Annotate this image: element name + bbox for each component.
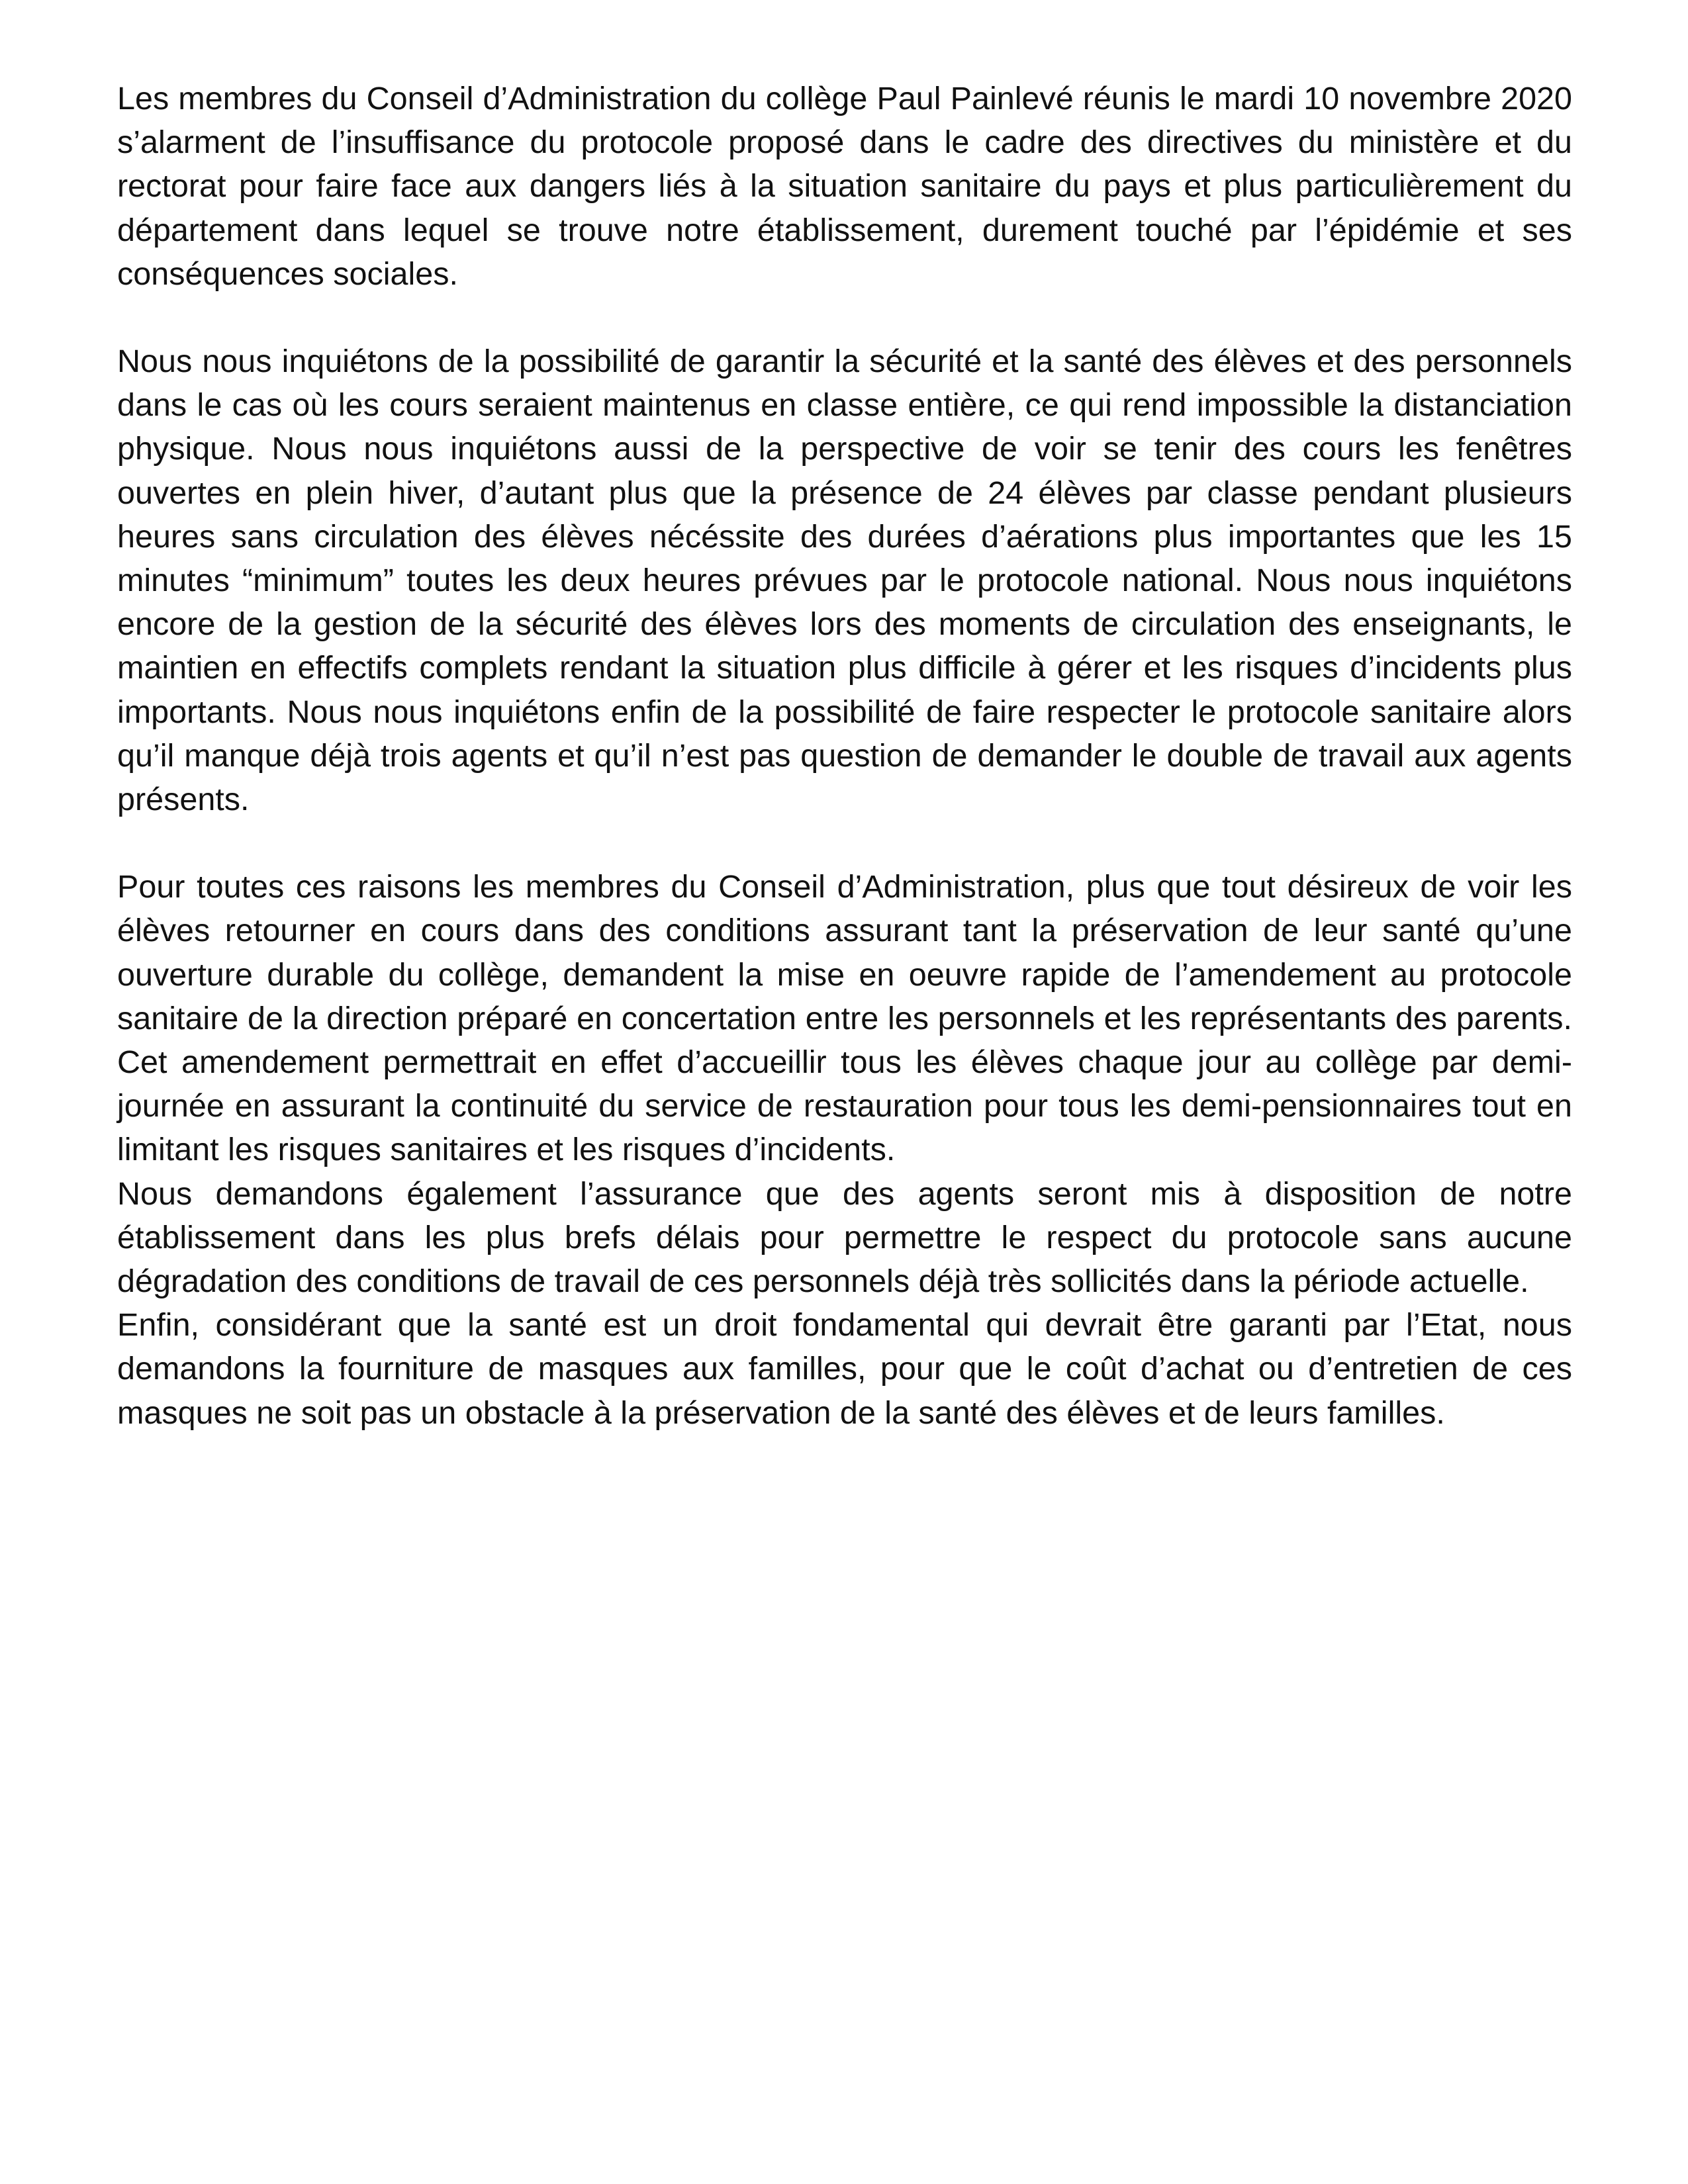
paragraph-agents: Nous demandons également l’assurance que des agents seront mis à disposition de notre établissement dans les plus brefs délais pour permettre le respect du protocole sans aucune dégradation des conditions de travail de ces personnels déjà très sollicités dans la période actuelle. xyxy=(117,1175,1572,1300)
paragraph-masks: Enfin, considérant que la santé est un droit fondamental qui devrait être garanti par l’Etat, nous demandons la fourniture de masques aux familles, pour que le coût d’achat ou d’entretien de ces masques ne soit pas un obstacle à la préservation de la santé des élèves et de leurs familles. xyxy=(117,1307,1572,1431)
document-body xyxy=(117,77,1572,1435)
paragraph-concerns: Nous nous inquiétons de la possibilité de garantir la sécurité et la santé des élèves et des personnels dans le cas où les cours seraient maintenus en classe entière, ce qui rend impossible la distanciation physique. Nous nous inquiétons aussi de la perspective de voir se tenir des cours les fenêtres ouvertes en plein hiver, d’autant plus que la présence de 24 élèves par classe pendant plusieurs heures sans circulation des élèves nécéssite des durées d’aérations plus importantes que les 15 minutes “minimum” toutes les deux heures prévues par le protocole national. Nous nous inquiétons encore de la gestion de la sécurité des élèves lors des moments de circulation des enseignants, le maintien en effectifs complets rendant la situation plus difficile à gérer et les risques d’incidents plus importants. Nous nous inquiétons enfin de la possibilité de faire respecter le protocole sanitaire alors qu’il manque déjà trois agents et qu’il n’est pas question de demander le double de travail aux agents présents. xyxy=(117,343,1572,818)
paragraph-intro: Les membres du Conseil d’Administration du collège Paul Painlevé réunis le mardi 10 novembre 2020 s’alarment de l’insuffisance du protocole proposé dans le cadre des directives du ministère et du rectorat pour faire face aux dangers liés à la situation sanitaire du pays et plus particulièrement du département dans lequel se trouve notre établissement, durement touché par l’épidémie et ses conséquences sociales. xyxy=(117,81,1572,292)
paragraph-demands: Pour toutes ces raisons les membres du Conseil d’Administration, plus que tout désireux de voir les élèves retourner en cours dans des conditions assurant tant la préservation de leur santé qu’une ouverture durable du collège, demandent la mise en oeuvre rapide de l’amendement au protocole sanitaire de la direction préparé en concertation entre les personnels et les représentants des parents. Cet amendement permettrait en effet d’accueillir tous les élèves chaque jour au collège par demi-journée en assurant la continuité du service de restauration pour tous les demi-pensionnaires tout en limitant les risques sanitaires et les risques d’incidents. xyxy=(117,869,1572,1168)
